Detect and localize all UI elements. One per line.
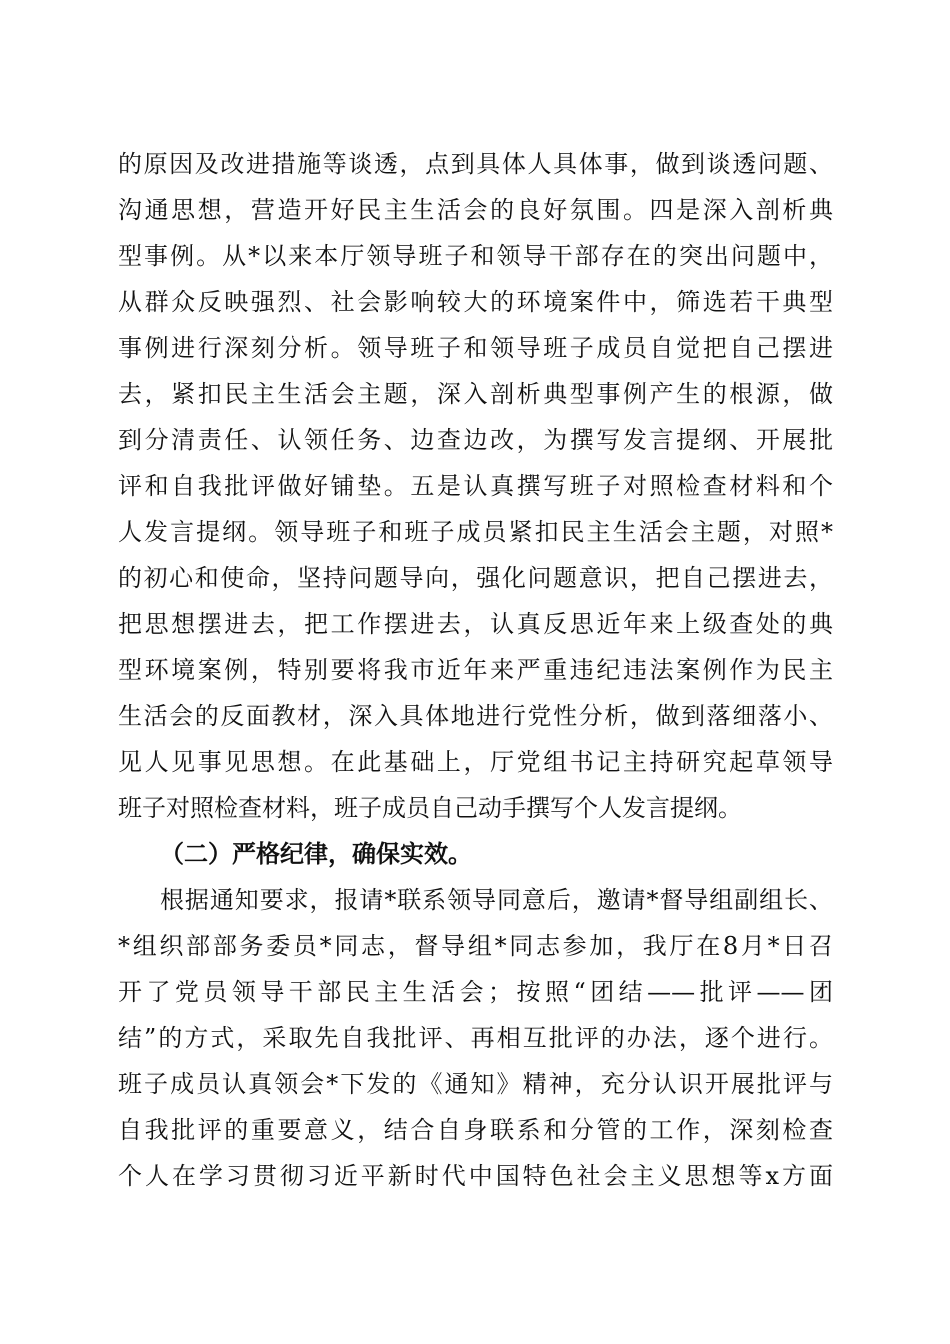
text-line: *组织部部务委员*同志，督导组*同志参加，我厅在8月*日召 bbox=[118, 932, 833, 960]
text-line: 的原因及改进措施等谈透，点到具体人具体事，做到谈透问题、 bbox=[118, 150, 833, 178]
text-line: 班子对照检查材料，班子成员自己动手撰写个人发言提纲。 bbox=[118, 794, 742, 822]
text-line: 型环境案例，特别要将我市近年来严重违纪违法案例作为民主 bbox=[118, 656, 833, 684]
text-line: 去，紧扣民主生活会主题，深入剖析典型事例产生的根源，做 bbox=[118, 380, 833, 408]
text-line: 沟通思想，营造开好民主生活会的良好氛围。四是深入剖析典 bbox=[118, 196, 833, 224]
text-line: 自我批评的重要意义，结合自身联系和分管的工作，深刻检查 bbox=[118, 1116, 833, 1144]
text-line: 型事例。从*以来本厅领导班子和领导干部存在的突出问题中， bbox=[118, 242, 833, 270]
text-line: 评和自我批评做好铺垫。五是认真撰写班子对照检查材料和个 bbox=[118, 472, 833, 500]
text-line: 结”的方式，采取先自我批评、再相互批评的办法，逐个进行。 bbox=[118, 1024, 833, 1052]
text-line: 见人见事见思想。在此基础上，厅党组书记主持研究起草领导 bbox=[118, 748, 833, 776]
text-line: 人发言提纲。领导班子和班子成员紧扣民主生活会主题，对照* bbox=[118, 518, 833, 546]
text-line: 到分清责任、认领任务、边查边改，为撰写发言提纲、开展批 bbox=[118, 426, 833, 454]
text-line: 班子成员认真领会*下发的《通知》精神，充分认识开展批评与 bbox=[118, 1070, 833, 1098]
text-line: 开了党员领导干部民主生活会；按照“团结——批评——团 bbox=[118, 978, 833, 1006]
text-line: 从群众反映强烈、社会影响较大的环境案件中，筛选若干典型 bbox=[118, 288, 833, 316]
section-heading: （二）严格纪律，确保实效。 bbox=[160, 839, 472, 868]
text-line: 的初心和使命，坚持问题导向，强化问题意识，把自己摆进去， bbox=[118, 564, 833, 592]
text-line: 生活会的反面教材，深入具体地进行党性分析，做到落细落小、 bbox=[118, 702, 833, 730]
text-line: 个人在学习贯彻习近平新时代中国特色社会主义思想等x方面 bbox=[118, 1162, 833, 1190]
text-line: 事例进行深刻分析。领导班子和领导班子成员自觉把自己摆进 bbox=[118, 334, 833, 362]
text-line: 根据通知要求，报请*联系领导同意后，邀请*督导组副组长、 bbox=[160, 886, 833, 914]
text-line: 把思想摆进去，把工作摆进去，认真反思近年来上级查处的典 bbox=[118, 610, 833, 638]
